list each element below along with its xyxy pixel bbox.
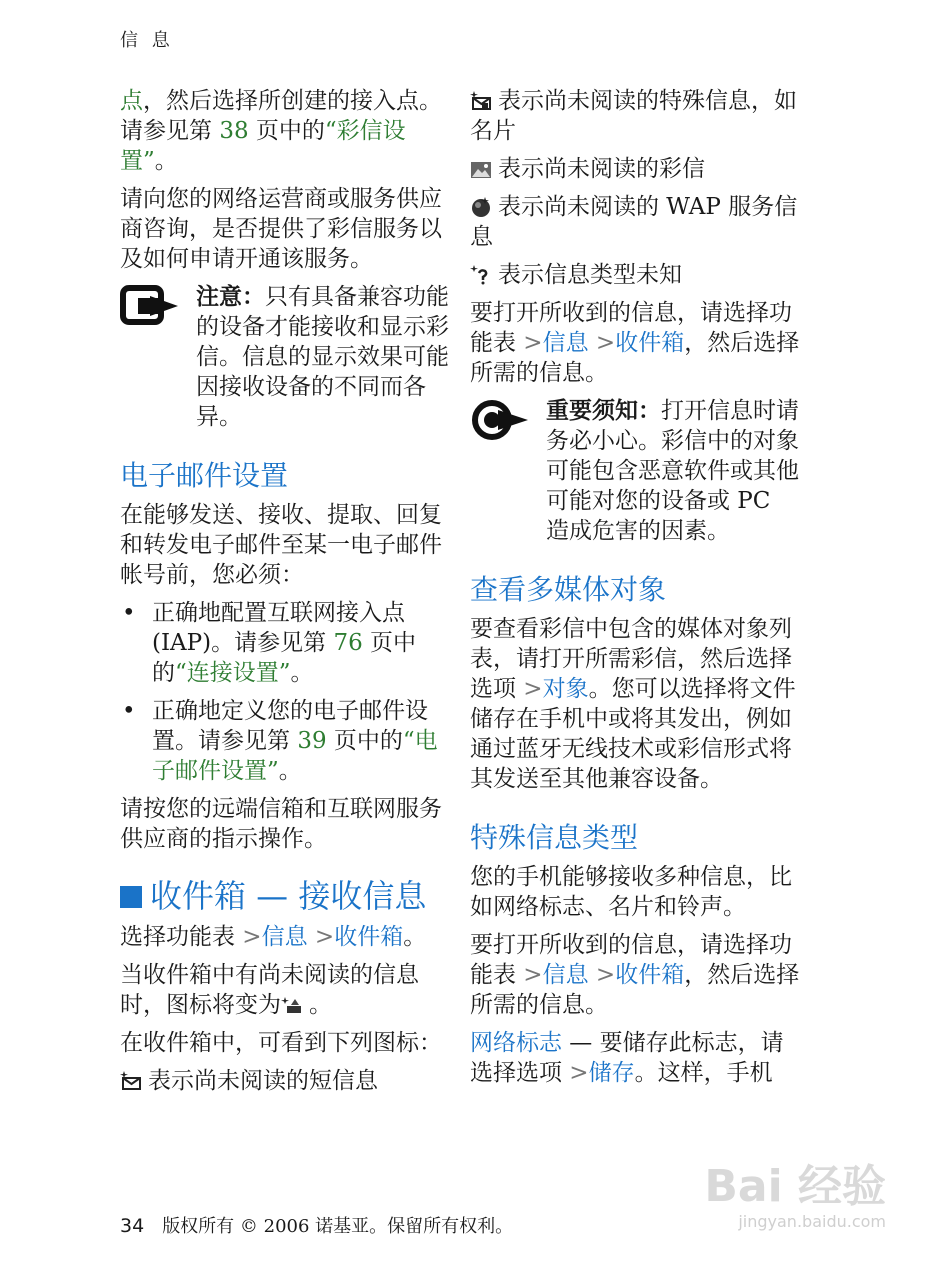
new-message-icon xyxy=(281,995,303,1015)
email-follow: 请按您的远端信箱和互联网服务供应商的指示操作。 xyxy=(120,796,442,852)
media-objects-heading: 查看多媒体对象 xyxy=(470,573,667,606)
list-item: • 正确地定义您的电子邮件设置。请参见第 39 页中的“电子邮件设置”。 xyxy=(120,696,450,786)
network-logo-paragraph: 网络标志 — 要储存此标志，请选择选项 >储存。这样，手机 xyxy=(470,1030,784,1086)
media-objects-paragraph: 要查看彩信中包含的媒体对象列表，请打开所需彩信，然后选择选项 >对象。您可以选择将文件储存在手机中或将其发出，例如通过蓝牙无线技术或彩信形式将其发送至其他兼容设备。 xyxy=(470,616,796,792)
mms-settings-paragraph: 点，然后选择所创建的接入点。请参见第 38 页中的“彩信设置”。 xyxy=(120,88,442,174)
inbox-heading: 收件箱 — 接收信息 xyxy=(120,876,450,916)
unread-wap-service-icon xyxy=(470,197,492,217)
link-connection-settings[interactable]: “连接设置” xyxy=(175,660,291,686)
important-block xyxy=(470,396,800,546)
icon-row-sms: 表示尚未阅读的短信息 xyxy=(120,1066,450,1096)
running-header: 信 息 xyxy=(120,30,174,51)
email-settings-heading: 电子邮件设置 xyxy=(120,459,289,492)
email-requirements-list xyxy=(120,598,450,786)
page-ref-38[interactable]: 38 xyxy=(219,118,249,144)
left-column xyxy=(120,86,450,1104)
icon-row-wap: 表示尚未阅读的 WAP 服务信息 xyxy=(470,194,798,250)
special-messages-heading: 特殊信息类型 xyxy=(470,821,639,854)
important-icon xyxy=(470,396,532,446)
link-mms-settings[interactable]: “彩信设置” xyxy=(120,118,406,174)
baidu-watermark-logo: Bai 经验 xyxy=(704,1161,886,1212)
inbox-icons-intro: 在收件箱中，可看到下列图标： xyxy=(120,1030,442,1056)
right-column xyxy=(470,86,800,1096)
email-intro: 在能够发送、接收、提取、回复和转发电子邮件至某一电子邮件帐号前，您必须： xyxy=(120,502,442,588)
unread-special-message-icon xyxy=(470,91,492,111)
baidu-watermark-url: jingyan.baidu.com xyxy=(738,1212,886,1231)
note-icon xyxy=(120,282,182,332)
unread-mms-icon xyxy=(470,159,492,179)
link-email-settings[interactable]: “电子邮件设置” xyxy=(152,728,438,784)
unknown-message-type-icon xyxy=(470,265,492,285)
page-footer xyxy=(120,1212,513,1238)
operator-paragraph: 请向您的网络运营商或服务供应商咨询，是否提供了彩信服务以及如何申请开通该服务。 xyxy=(120,186,442,272)
note-text: 注意：只有具备兼容功能的设备才能接收和显示彩信。信息的显示效果可能因接收设备的不同而各异。 xyxy=(196,284,449,430)
inbox-new-icon-paragraph: 当收件箱中有尚未阅读的信息时，图标将变为 。 xyxy=(120,962,419,1018)
note-block xyxy=(120,282,450,432)
icon-row-unknown: 表示信息类型未知 xyxy=(470,260,800,290)
icon-row-special: 表示尚未阅读的特殊信息，如名片 xyxy=(470,88,797,144)
section-square-icon xyxy=(120,886,142,908)
open-message-instructions-2: 要打开所收到的信息，请选择功能表 >信息 >收件箱，然后选择所需的信息。 xyxy=(470,932,800,1018)
icon-row-mms: 表示尚未阅读的彩信 xyxy=(470,154,800,184)
copyright-text: 版权所有 © 2006 诺基亚。保留所有权利。 xyxy=(162,1216,514,1237)
list-item: • 正确地配置互联网接入点 (IAP)。请参见第 76 页中的“连接设置”。 xyxy=(120,598,450,688)
special-messages-intro: 您的手机能够接收多种信息，比如网络标志、名片和铃声。 xyxy=(470,864,792,920)
unread-sms-icon xyxy=(120,1071,142,1091)
important-text: 重要须知：打开信息时请务必小心。彩信中的对象可能包含恶意软件或其他可能对您的设备或 PC 造成危害的因素。 xyxy=(546,398,799,544)
inbox-select-path: 选择功能表 >信息 >收件箱。 xyxy=(120,924,427,950)
open-message-instructions: 要打开所收到的信息，请选择功能表 >信息 >收件箱，然后选择所需的信息。 xyxy=(470,300,800,386)
page-number: 34 xyxy=(120,1215,145,1237)
